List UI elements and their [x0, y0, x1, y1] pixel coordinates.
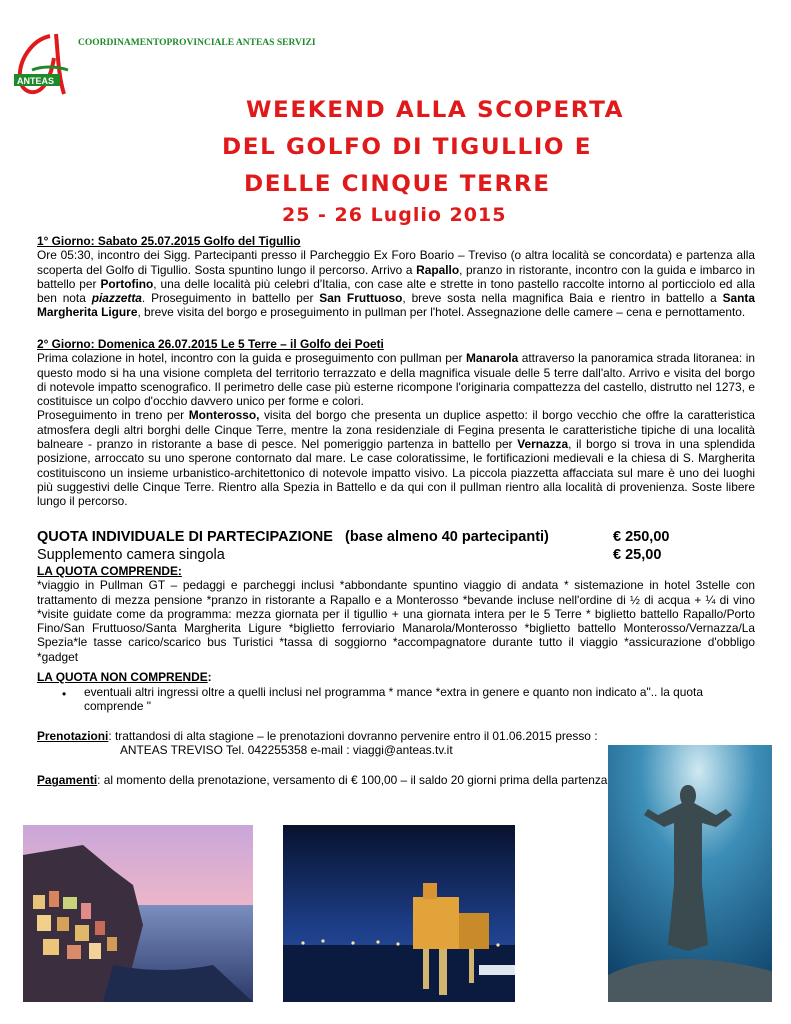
- logo-text: ANTEAS: [17, 76, 55, 86]
- booking-text: : trattandosi di alta stagione – le prenotazioni dovranno pervenire entro il 01.06.2015 presso :: [108, 729, 598, 743]
- rapallo-castle-photo: [283, 825, 515, 1002]
- day2-text-2: Proseguimento in treno per Monterosso, visita del borgo che presenta un duplice aspetto: il borgo vecchio che offre la caratteristica atmosfera degli altri borghi delle Cinque Terre, mentre la zona residenziale di Fegina presenta le caratteristiche tipiche di una località balneare - pranzo in ristorante a base di pesce. Nel pomeriggio partenza in battello per Vernazza, il borgo si trova in una splendida posizione, arroccato su uno sperone contornato dal mare. Le case coloratissime, le fortificazioni medievali e la chiesa di S. Margherita costituiscono un insieme urbanistico-architettonico di notevole impatto visivo. La piccola piazzetta affacciata sul mare è uno dei luoghi più suggestivi delle Cinque Terre. Rientro alla Spezia in Battello e da qui con il pullman rientro alla località di provenienza. Soste libere lungo il percorso.: [37, 408, 755, 509]
- org-header: COORDINAMENTOPROVINCIALE ANTEAS SERVIZI: [78, 38, 316, 48]
- excludes-heading-row: LA QUOTA NON COMPRENDE:: [37, 670, 212, 684]
- title-line-2: DEL GOLFO DI TIGULLIO E: [222, 135, 593, 160]
- trip-dates: 25 - 26 Luglio 2015: [282, 204, 507, 226]
- excludes-heading: LA QUOTA NON COMPRENDE: [37, 670, 208, 684]
- day1-section: [37, 234, 755, 320]
- quota-note: (base almeno 40 partecipanti): [345, 529, 549, 545]
- anteas-logo: [12, 30, 76, 100]
- booking-contact: ANTEAS TREVISO Tel. 042255358 e-mail : viaggi@anteas.tv.it: [120, 743, 453, 757]
- bullet-icon: •: [62, 687, 67, 701]
- booking-row: [37, 729, 755, 743]
- day2-text-1: Prima colazione in hotel, incontro con la guida e proseguimento con pullman per Manarola attraverso la panoramica strada litoranea: in questo modo si ha una visione completa del territorio terrazzato e della magnifica visuale delle 5 terre dall'alto. Arrivo e visita del borgo di notevole impatto scenografico. Il perimetro delle case più esterne ricompone l'originaria compattezza del castello, distrutto nel 1273, e costituisce un colpo d'occhio davvero unico per forme e colori.: [37, 351, 756, 409]
- christ-abyss-photo: [608, 745, 772, 1002]
- includes-heading: LA QUOTA COMPRENDE:: [37, 564, 182, 578]
- quota-price: € 250,00: [613, 529, 670, 545]
- booking-label: Prenotazioni: [37, 729, 109, 743]
- supplement-label: Supplemento camera singola: [37, 547, 225, 563]
- day2-heading: 2° Giorno: Domenica 26.07.2015 Le 5 Terre – il Golfo dei Poeti: [37, 337, 384, 351]
- includes-text: *viaggio in Pullman GT – pedaggi e parcheggi inclusi *abbondante spuntino viaggio di andata * sistemazione in hotel 3stelle con trattamento di mezza pensione *pranzo in ristorante a Rapallo e a Monterosso *bevande incluse nell'ordine di ½ di acqua + ¼ di vino *visite guidate come da programma: mezza giornata per il tigullio + una giornata intera per le 5 Terre * biglietto battello Rapallo/Porto Fino/San Fruttuoso/Santa Margherita Ligure *biglietto ferroviario Manarola/Monterosso *biglietto battello Monterosso/Vernazza/La Spezia*le tasse carico/scarico bus Turistici *tassa di soggiorno *accompagnatore durante tutto il viaggio *assicurazione d'obbligo *gadget: [37, 578, 755, 664]
- supplement-price: € 25,00: [613, 547, 662, 563]
- day1-heading: 1° Giorno: Sabato 25.07.2015 Golfo del Tigullio: [37, 234, 301, 248]
- excludes-text: eventuali altri ingressi oltre a quelli inclusi nel programma * mance *extra in genere e quanto non indicato a".. la quota comprende ": [84, 685, 703, 714]
- includes-section: [37, 564, 755, 664]
- quota-label: QUOTA INDIVIDUALE DI PARTECIPAZIONE: [37, 529, 333, 545]
- payment-text: : al momento della prenotazione, versamento di € 100,00 – il saldo 20 giorni prima della partenza: [97, 773, 608, 787]
- day2-section: [37, 337, 755, 509]
- title-line-3: DELLE CINQUE TERRE: [244, 172, 551, 197]
- quota-row: [37, 529, 549, 545]
- day1-text: Ore 05:30, incontro dei Sigg. Partecipanti presso il Parcheggio Ex Foro Boario – Treviso (o altra località se concordata) e partenza alla scoperta del Golfo di Tigullio. Sosta spuntino lungo il percorso. Arrivo a Rapallo, pranzo in ristorante, incontro con la guida e imbarco in battello per Portofino, una delle località più celebri d'Italia, con case alte e strette in tono pastello raccolte intorno al porticciolo ed alla ben nota piazzetta. Proseguimento in battello per San Fruttuoso, breve sosta nella magnifica Baia e rientro in battello a Santa Margherita Ligure, breve visita del borgo e proseguimento in pullman per l'hotel. Assegnazione delle camere – cena e pernottamento.: [37, 248, 755, 320]
- title-line-1: WEEKEND ALLA SCOPERTA: [246, 98, 625, 123]
- cinque-terre-photo: [23, 825, 253, 1002]
- payment-label: Pagamenti: [37, 773, 98, 787]
